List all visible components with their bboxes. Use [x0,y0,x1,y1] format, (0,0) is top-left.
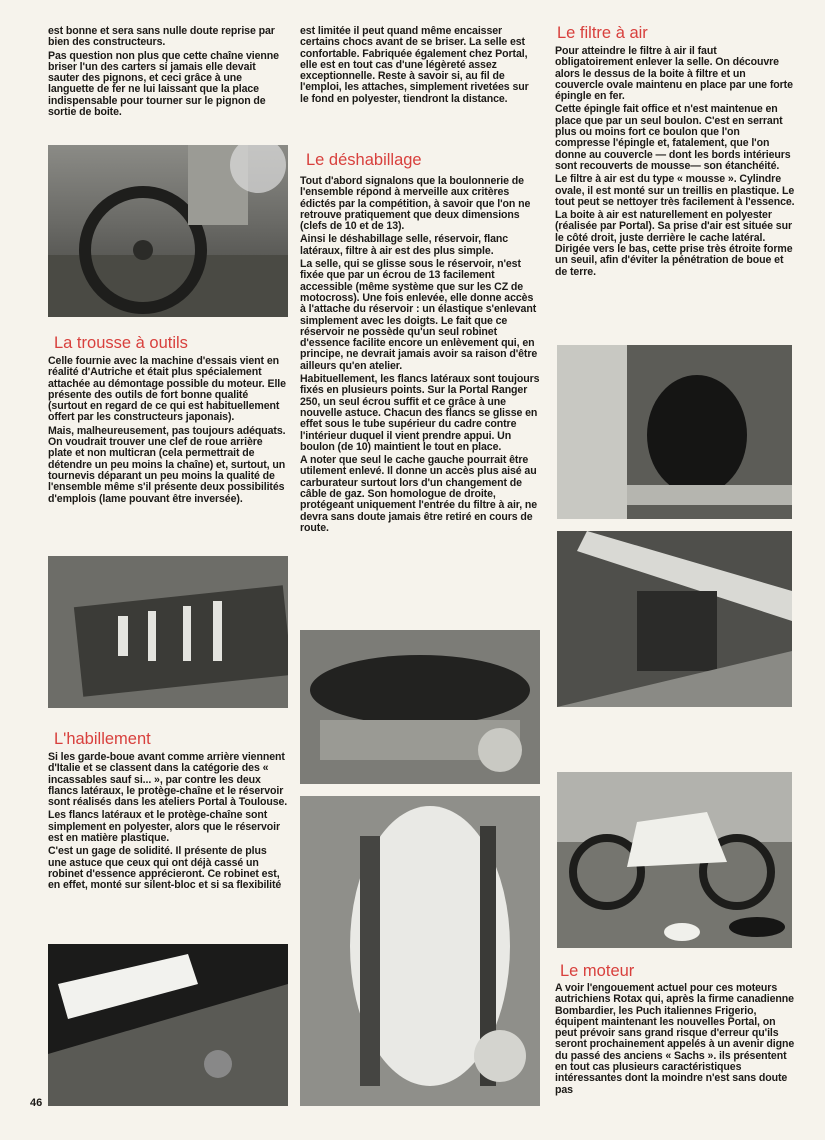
photo-air-box [557,531,792,707]
section-title-deshabillage: Le déshabillage [306,151,422,169]
paragraph: A voir l'engouement actuel pour ces moteurs autrichiens Rotax qui, après la firme canadienne Bombardier, les Puch italiennes Frigerio, équipent maintenant les nouvelles Portal, on peut prévoir sans grand risque d'erreur qu'ils seront prochainement appelés à un avenir digne du passé des anciens « Sachs ». ils présentent en tout cas plusieurs caractéristiques intéressantes dont la moindre n'est sans doute pas [555,982,795,1096]
paragraph: Tout d'abord signalons que la boulonnerie de l'ensemble répond à merveille aux critères édictés par la compétition, à savoir que l'on ne retrouve pratiquement que deux dimensions (clefs de 10 et de 13). [300,175,531,233]
paragraph: Les flancs latéraux et le protège-chaîne sont simplement en polyester, alors que le réservoir est en matière plastique. [48,809,280,845]
paragraph: Le filtre à air est du type « mousse ». Cylindre ovale, il est monté sur un treillis en plastique. Le tout peut se nettoyer très facilement à l'essence. [555,173,795,208]
paragraph: Ainsi le déshabillage selle, réservoir, flanc latéraux, filtre à air est des plus simple. [300,233,509,257]
photo-air-filter [557,345,792,519]
column-3-filtre [555,46,795,280]
section-title-moteur: Le moteur [560,962,635,980]
section-title-habillement: L'habillement [54,730,151,748]
paragraph: Mais, malheureusement, pas toujours adéquats. On voudrait trouver une clef de roue arrière plate et non multicran (cela permettrait de détendre un peu moins la chaîne) et, surtout, un tournevis déparant un peu moins la qualité de l'ensemble même s'il présente deux possibilités d'emplois (lame pouvant être inversée). [48,424,286,505]
column-1-trousse [48,356,288,507]
page-number: 46 [30,1097,43,1109]
photo-motorcycle-rear-wheel [48,145,288,317]
paragraph: A noter que seul le cache gauche pourrait être utilement enlevé. Il donne un accès plus aisé au carburateur surtout lors d'un changement de câble de gaz. Son homologue de droite, protégeant uniquement l'entrée du filtre à air, ne devra sans doute jamais être retiré en cours de route. [300,454,538,534]
paragraph: est bonne et sera sans nulle doute reprise par bien des constructeurs. [48,25,275,49]
photo-seat-removal [300,630,540,784]
paragraph: Pour atteindre le filtre à air il faut obligatoirement enlever la selle. On découvre alors le dessus de la boite à filtre et un couvercle ovale maintenu en place par une forte épingle en fer. [555,45,793,103]
photo-fuel-tank [300,796,540,1106]
photo-fuel-tap [48,944,288,1106]
paragraph: La boite à air est naturellement en polyester (réalisée par Portal). Sa prise d'air est située sur le côté droit, juste derrière le cache latéral. Dirigée vers le bas, cette prise très étroite forme un seuil, afin d'éviter la pénétration de boue et de terre. [555,209,793,278]
paragraph: Si les garde-boue avant comme arrière viennent d'Italie et se classent dans la catégorie des « incassables sauf si... », par contre les deux flancs latéraux, le protège-chaîne et le réservoir sont réalisés dans les ateliers Portal à Toulouse. [48,751,288,809]
paragraph: La selle, qui se glisse sous le réservoir, n'est fixée que par un écrou de 13 facilement accessible (même système que sur les CZ de motocross). Une fois enlevée, elle donne accès à l'attache du réservoir : un élastique s'enlevant simplement avec les doigts. Le fait que ce réservoir ne possède qu'un seul robinet d'essence facilite encore un enlèvement qui, en principe, ne devrait jamais avoir sa raison d'être ailleurs qu'en atelier. [300,258,538,372]
paragraph: Habituellement, les flancs latéraux sont toujours fixés en plusieurs points. Sur la Portal Ranger 250, un seul écrou suffit et ce grâce à une nouvelle astuce. Chacun des flancs se glisse en effet sous le tube supérieur du cadre contre l'intérieur duquel il vient prendre appui. Un boulon (de 10) maintient le tout en place. [300,373,540,453]
paragraph: Celle fournie avec la machine d'essais vient en réalité d'Autriche et était plus spécialement attachée au démontage possible du moteur. Elle présente des outils de fort bonne qualité (surtout en regard de ce qui est habituellement offert par les constructeurs japonais). [48,355,286,424]
paragraph: est limitée il peut quand même encaisser certains chocs avant de se briser. La selle est confortable. Fabriquée également chez Portal, elle est en tout cas d'une légèreté assez exceptionnelle. Reste à savoir si, au fil de l'emploi, les attaches, simplement rivetées sur le fond en polyester, tiendront la distance. [300,25,529,105]
section-title-trousse: La trousse à outils [54,334,188,352]
section-title-filtre: Le filtre à air [557,24,648,42]
paragraph: Pas question non plus que cette chaîne vienne briser l'un des carters si jamais elle devait sauter des pignons, et ceci grâce à une languette de fer ne lui laissant que la place indispensable pour tourner sur le pignon de sortie de boite. [48,49,279,119]
column-2 [300,26,540,107]
paragraph: C'est un gage de solidité. Il présente de plus une astuce que ceux qui ont déjà cassé un robinet d'essence apprécieront. Ce robinet est, en effet, monté sur silent-bloc et si sa flexibilité [48,845,282,892]
paragraph: Cette épingle fait office et n'est maintenue en place que par un seul boulon. C'est en serrant plus ou moins fort ce boulon que l'on compresse l'épingle et, fatalement, que l'on donne au couvercle — dont les bords intérieurs sont recouverts de mousse— son étanchéité. [555,103,791,172]
column-3-moteur [555,983,795,1098]
column-2-deshabillage [300,176,540,536]
column-1-habillement [48,752,288,894]
photo-tool-kit [48,556,288,708]
photo-disassembled-motorcycle [557,772,792,948]
